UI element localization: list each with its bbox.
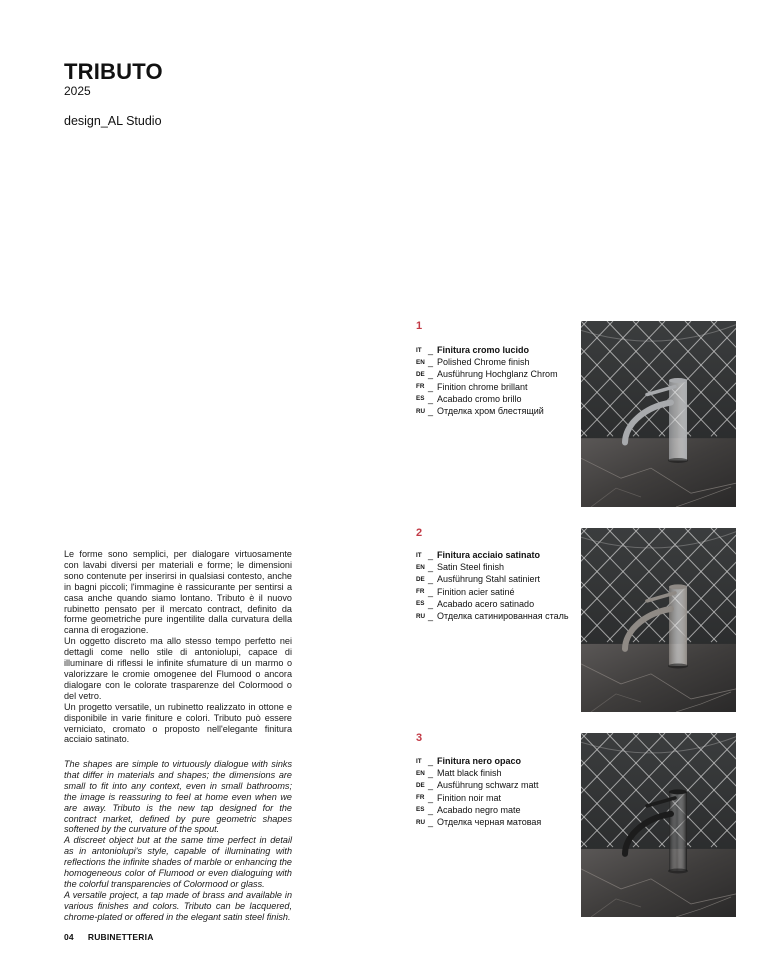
separator: _ xyxy=(428,562,434,573)
finish-row xyxy=(416,804,586,816)
finish-row xyxy=(416,356,586,368)
finish-list xyxy=(416,549,586,622)
designer: design_AL Studio xyxy=(64,114,162,128)
finish-label: Finition noir mat xyxy=(437,792,502,803)
finish-row xyxy=(416,779,586,791)
paragraph: A discreet object but at the same time perfect in detail as in antoniolupi's style, capable of illuminating with reflections the infinite shades of marble or enhancing the homogeneous color of Flumood or even dialoguing with the colorful transparencies of Colormood or glass. xyxy=(64,835,292,889)
paragraph: Un oggetto discreto ma allo stesso tempo perfetto nei dettagli come nello stile di antoniolupi, capace di illuminare di riflessi le infinite sfumature di un marmo o valorizzare le cromie omogenee del Flumood o ancora dialogare con le colorate trasparenze del Colormood o del vetro. xyxy=(64,636,292,701)
finish-row xyxy=(416,598,586,610)
page-number: 04 xyxy=(64,932,74,942)
finish-row xyxy=(416,755,586,767)
separator: _ xyxy=(428,768,434,779)
finish-number: 2 xyxy=(416,527,423,539)
finish-list xyxy=(416,344,586,417)
language-code: FR xyxy=(416,588,425,596)
separator: _ xyxy=(428,369,434,380)
separator: _ xyxy=(428,574,434,585)
language-code: IT xyxy=(416,757,422,765)
finish-row xyxy=(416,792,586,804)
finish-row xyxy=(416,610,586,622)
faucet-photo-satin-steel xyxy=(581,528,736,712)
finish-row xyxy=(416,344,586,356)
year: 2025 xyxy=(64,84,91,98)
finish-label: Acabado acero satinado xyxy=(437,598,535,609)
finish-row xyxy=(416,393,586,405)
separator: _ xyxy=(428,381,434,392)
finish-row xyxy=(416,561,586,573)
language-code: ES xyxy=(416,395,425,403)
separator: _ xyxy=(428,393,434,404)
finish-label: Ausführung schwarz matt xyxy=(437,780,539,791)
language-code: EN xyxy=(416,563,425,571)
finish-label: Отделка хром блестящий xyxy=(437,406,544,417)
description-english xyxy=(64,759,292,923)
separator: _ xyxy=(428,804,434,815)
language-code: FR xyxy=(416,794,425,802)
separator: _ xyxy=(428,586,434,597)
finish-row xyxy=(416,549,586,561)
finish-row xyxy=(416,405,586,417)
finish-label: Polished Chrome finish xyxy=(437,357,530,368)
finish-label: Finitura cromo lucido xyxy=(437,345,530,356)
paragraph: The shapes are simple to virtuously dialogue with sinks that differ in materials and shapes; the dimensions are small to fit into any context, even in small bathrooms; the image is reassuring to feel at home even when we are away. Tributo is the new tap designed for the contract market, defined by pure geometric shapes softened by the curvature of the spout. xyxy=(64,759,292,835)
paragraph: Le forme sono semplici, per dialogare virtuosamente con lavabi diversi per materiali e forme; le dimensioni sono contenute per inserirsi in qualsiasi contesto, anche in bagni piccoli; l'immagine è rassicurante per sentirsi a casa anche quando siamo lontano. Tributo è il nuovo rubinetto pensato per il mercato contract, definito da forme geometriche pure ingentilite dalla curvatura della canna di erogazione. xyxy=(64,549,292,636)
language-code: IT xyxy=(416,551,422,559)
separator: _ xyxy=(428,792,434,803)
separator: _ xyxy=(428,550,434,561)
language-code: FR xyxy=(416,383,425,391)
finish-label: Finitura acciaio satinato xyxy=(437,550,541,561)
finish-label: Отделка черная матовая xyxy=(437,817,542,828)
language-code: RU xyxy=(416,818,426,826)
finish-label: Finition acier satiné xyxy=(437,586,515,597)
language-code: ES xyxy=(416,600,425,608)
finish-number: 3 xyxy=(416,732,423,744)
page-footer xyxy=(64,932,168,942)
page-title: TRIBUTO xyxy=(64,59,163,84)
language-code: IT xyxy=(416,346,422,354)
finish-label: Ausführung Stahl satiniert xyxy=(437,574,541,585)
finish-number: 1 xyxy=(416,320,423,332)
language-code: EN xyxy=(416,769,425,777)
separator: _ xyxy=(428,406,434,417)
language-code: RU xyxy=(416,612,426,620)
separator: _ xyxy=(428,817,434,828)
separator: _ xyxy=(428,357,434,368)
finish-row xyxy=(416,767,586,779)
finish-label: Finitura nero opaco xyxy=(437,756,522,767)
paragraph: A versatile project, a tap made of brass and available in various finishes and colors. Tributo can be lacquered, chrome-plated or offered in the elegant satin steel finish. xyxy=(64,889,292,922)
description-italian xyxy=(64,549,292,745)
separator: _ xyxy=(428,756,434,767)
finish-row xyxy=(416,586,586,598)
finish-label: Finition chrome brillant xyxy=(437,381,528,392)
separator: _ xyxy=(428,611,434,622)
finish-label: Отделка сатинированная сталь xyxy=(437,611,569,622)
language-code: DE xyxy=(416,370,425,378)
faucet-photo-chrome xyxy=(581,321,736,507)
finish-row xyxy=(416,573,586,585)
finish-row xyxy=(416,381,586,393)
finish-list xyxy=(416,755,586,828)
language-code: DE xyxy=(416,575,425,583)
paragraph: Un progetto versatile, un rubinetto realizzato in ottone e disponibile in varie finiture e colori. Tributo può essere verniciato, cromato o proposto nell'elegante finitura acciaio satinato. xyxy=(64,701,292,745)
faucet-photo-matt-black xyxy=(581,733,736,917)
language-code: ES xyxy=(416,806,425,814)
finish-label: Matt black finish xyxy=(437,768,502,779)
finish-label: Ausführung Hochglanz Chrom xyxy=(437,369,558,380)
separator: _ xyxy=(428,598,434,609)
finish-label: Acabado cromo brillo xyxy=(437,393,522,404)
language-code: RU xyxy=(416,407,426,415)
separator: _ xyxy=(428,780,434,791)
section-name: RUBINETTERIA xyxy=(87,932,154,942)
separator: _ xyxy=(428,345,434,356)
language-code: EN xyxy=(416,358,425,366)
language-code: DE xyxy=(416,781,425,789)
finish-label: Acabado negro mate xyxy=(437,804,521,815)
finish-label: Satin Steel finish xyxy=(437,562,505,573)
finish-row xyxy=(416,816,586,828)
finish-row xyxy=(416,368,586,380)
